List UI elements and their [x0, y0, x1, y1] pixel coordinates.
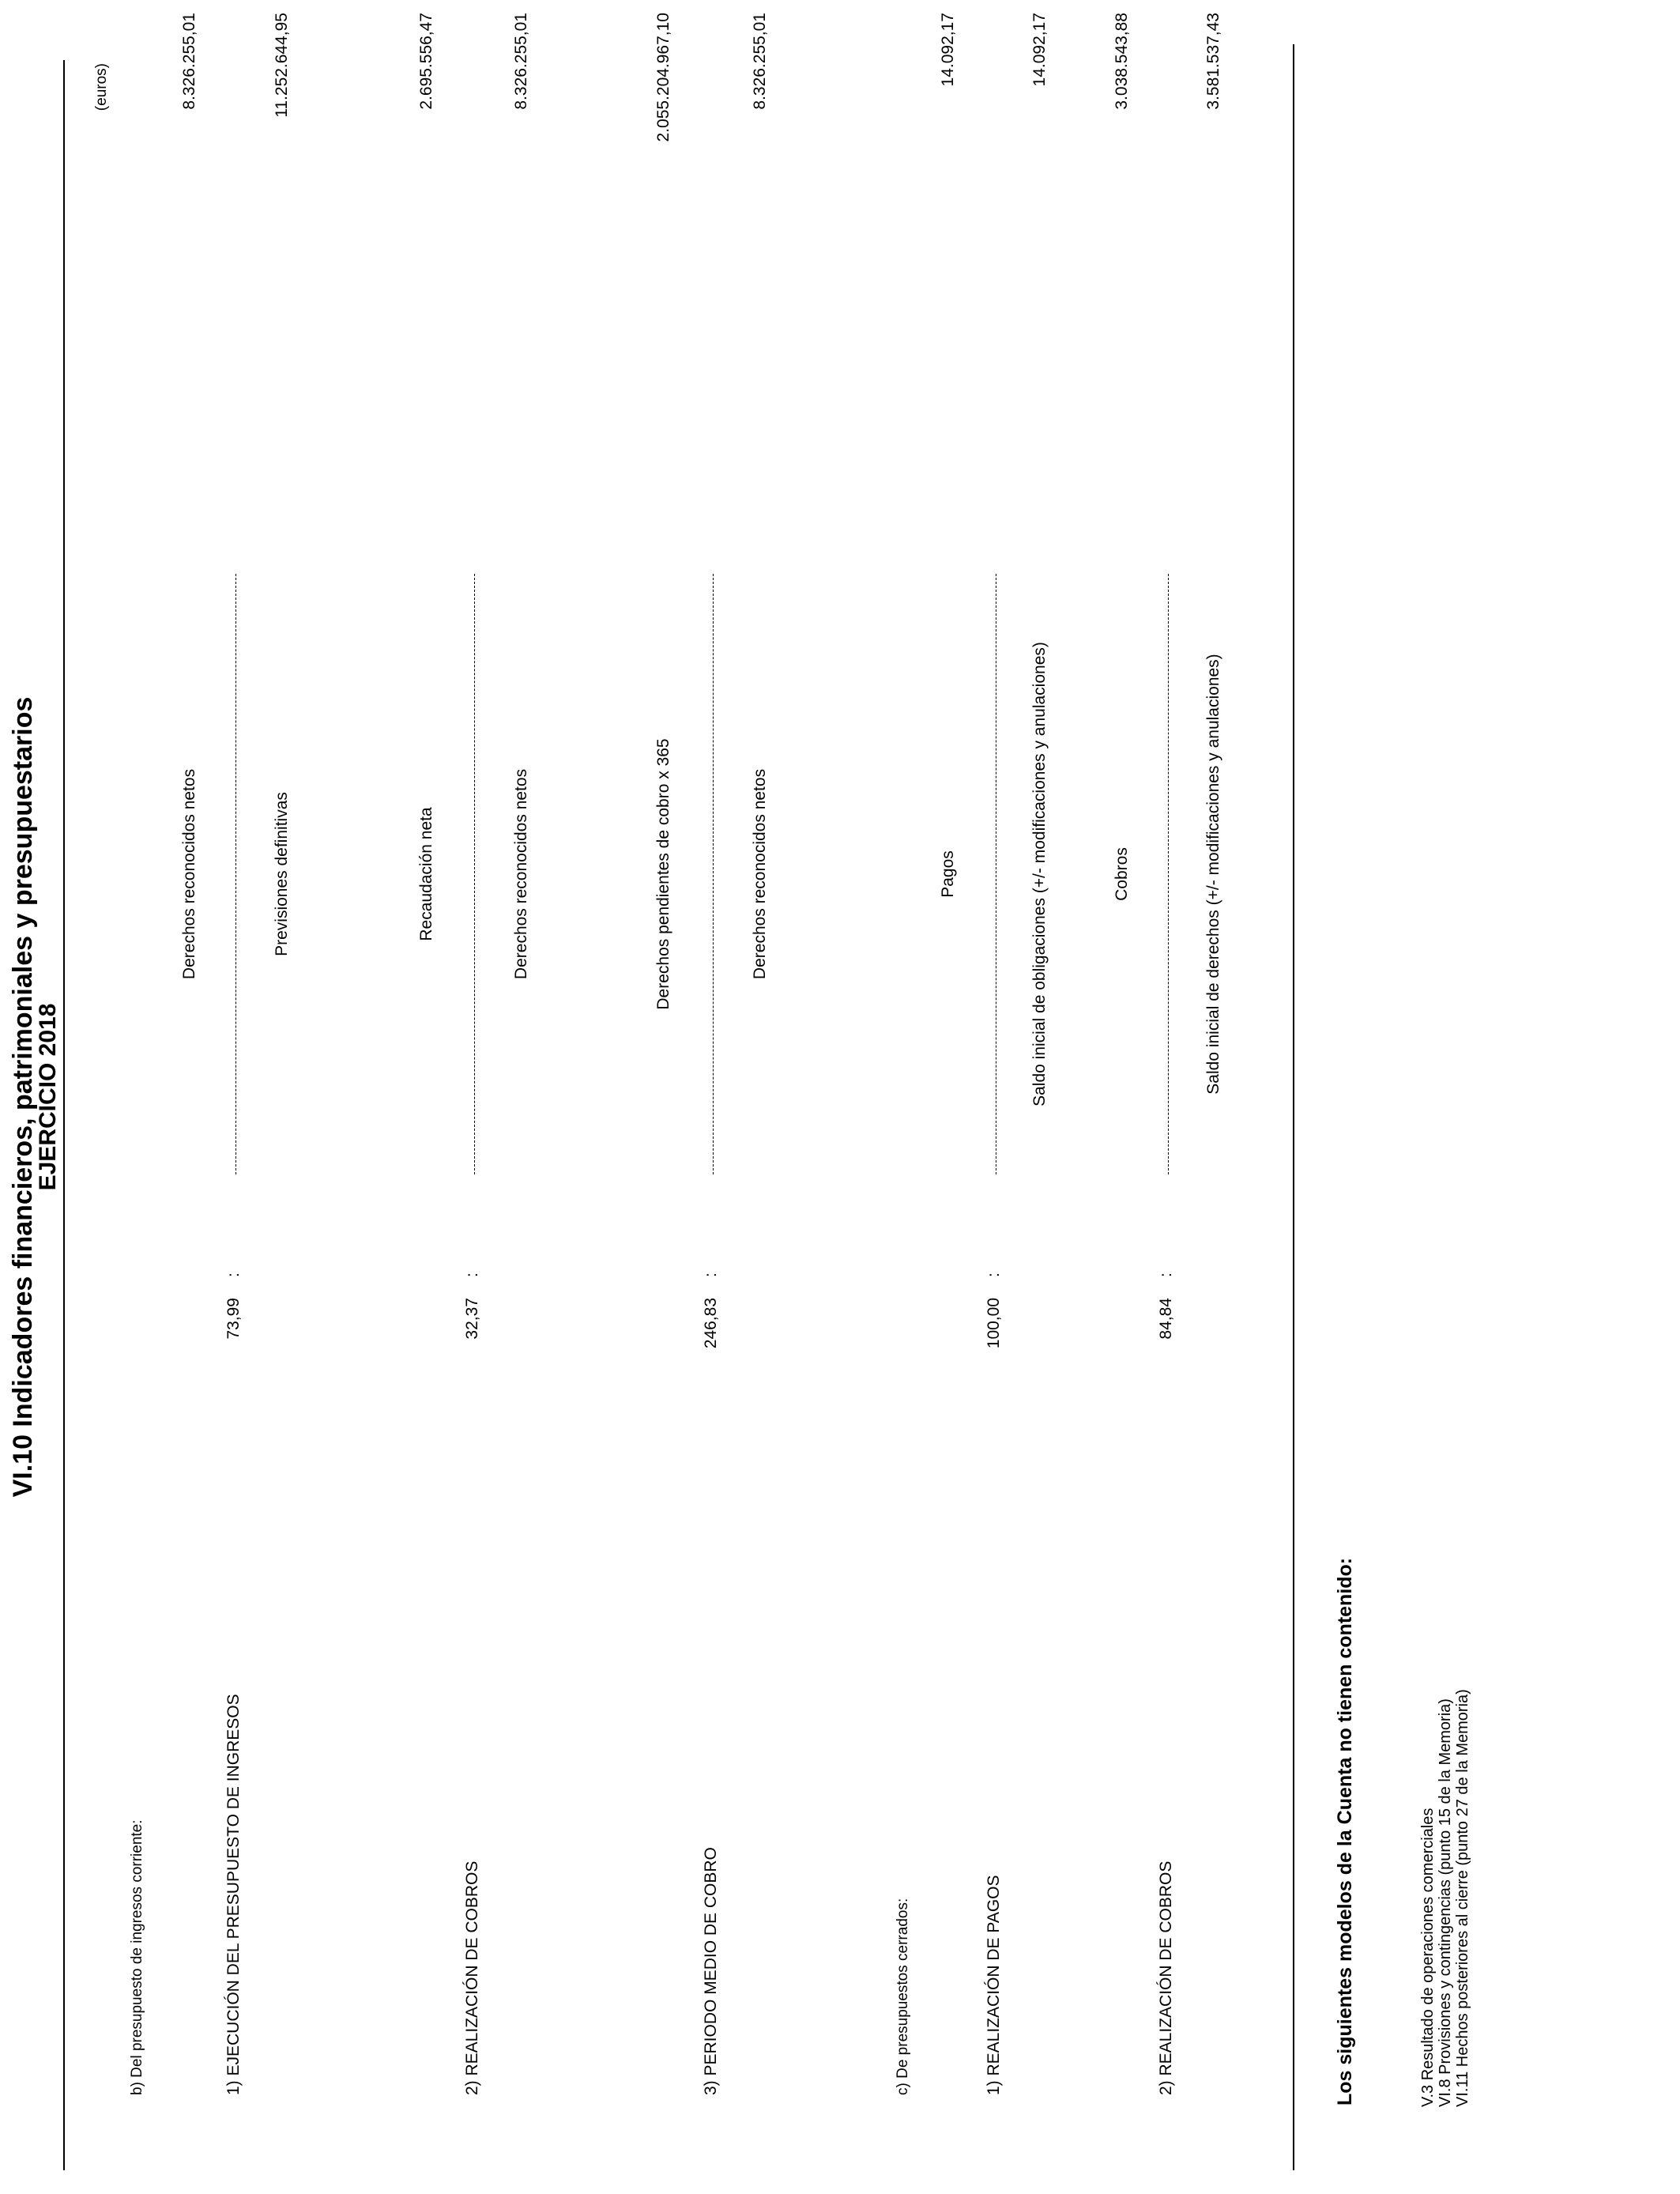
fraction-bar [474, 574, 475, 1174]
page-title: VI.10 Indicadores financieros, patrimoniales y presupuestarios [8, 696, 38, 1498]
indicator-ratio: 246,83 [702, 1298, 720, 1349]
indicator-label: 3) PERIODO MEDIO DE COBRO [702, 1847, 720, 2095]
indicator-ratio: 100,00 [985, 1298, 1003, 1349]
denominator-label: Derechos reconocidos netos [751, 768, 769, 980]
units-label: (euros) [93, 63, 110, 111]
denominator-value: 8.326.255,01 [751, 13, 769, 110]
footer-note: VI.11 Hechos posteriores al cierre (punto 27 de la Memoria) [1454, 1689, 1471, 2107]
colon: : [985, 1272, 1003, 1277]
indicator-label: 1) EJECUCIÓN DEL PRESUPUESTO DE INGRESOS [224, 1694, 243, 2095]
fraction-bar [1168, 574, 1169, 1174]
denominator-value: 8.326.255,01 [512, 13, 530, 110]
denominator-value: 11.252.644,95 [273, 13, 291, 118]
numerator-label: Cobros [1113, 847, 1131, 901]
numerator-value: 8.326.255,01 [180, 13, 198, 110]
colon: : [702, 1272, 720, 1277]
numerator-label: Recaudación neta [417, 807, 435, 941]
indicator-ratio: 73,99 [224, 1298, 243, 1340]
denominator-label: Saldo inicial de obligaciones (+/- modificaciones y anulaciones) [1030, 642, 1049, 1106]
bottom-rule [1293, 44, 1294, 2170]
fraction-bar [235, 574, 236, 1174]
indicator-label: 2) REALIZACIÓN DE COBROS [1157, 1860, 1175, 2095]
colon: : [224, 1272, 243, 1277]
denominator-label: Saldo inicial de derechos (+/- modificaciones y anulaciones) [1204, 654, 1222, 1095]
denominator-label: Previsiones definitivas [273, 792, 291, 956]
numerator-label: Derechos pendientes de cobro x 365 [654, 738, 672, 1010]
colon: : [1157, 1272, 1175, 1277]
colon: : [463, 1272, 481, 1277]
section-b-heading: b) Del presupuesto de ingresos corriente: [129, 1819, 145, 2095]
numerator-value: 2.695.556,47 [417, 13, 435, 110]
numerator-value: 3.038.543,88 [1113, 13, 1131, 110]
section-c-heading: c) De presupuestos cerrados: [895, 1898, 911, 2095]
top-rule [63, 60, 65, 2170]
indicator-ratio: 84,84 [1157, 1298, 1175, 1340]
denominator-value: 14.092,17 [1030, 13, 1049, 87]
footer-note: V.3 Resultado de operaciones comerciales [1419, 1808, 1437, 2107]
indicator-label: 1) REALIZACIÓN DE PAGOS [985, 1875, 1003, 2095]
footer-heading: Los siguientes modelos de la Cuenta no tienen contenido: [1334, 1557, 1356, 2105]
denominator-value: 3.581.537,43 [1204, 13, 1222, 110]
numerator-value: 14.092,17 [939, 13, 957, 87]
footer-note: VI.8 Provisiones y contingencias (punto 15 de la Memoria) [1437, 1698, 1454, 2107]
numerator-value: 2.055.204.967,10 [654, 13, 672, 142]
indicator-ratio: 32,37 [463, 1298, 481, 1340]
numerator-label: Pagos [939, 850, 957, 898]
indicator-label: 2) REALIZACIÓN DE COBROS [463, 1860, 481, 2095]
page-subtitle: EJERCICIO 2018 [35, 1003, 61, 1191]
numerator-label: Derechos reconocidos netos [180, 768, 198, 980]
fraction-bar [713, 574, 714, 1174]
denominator-label: Derechos reconocidos netos [512, 768, 530, 980]
